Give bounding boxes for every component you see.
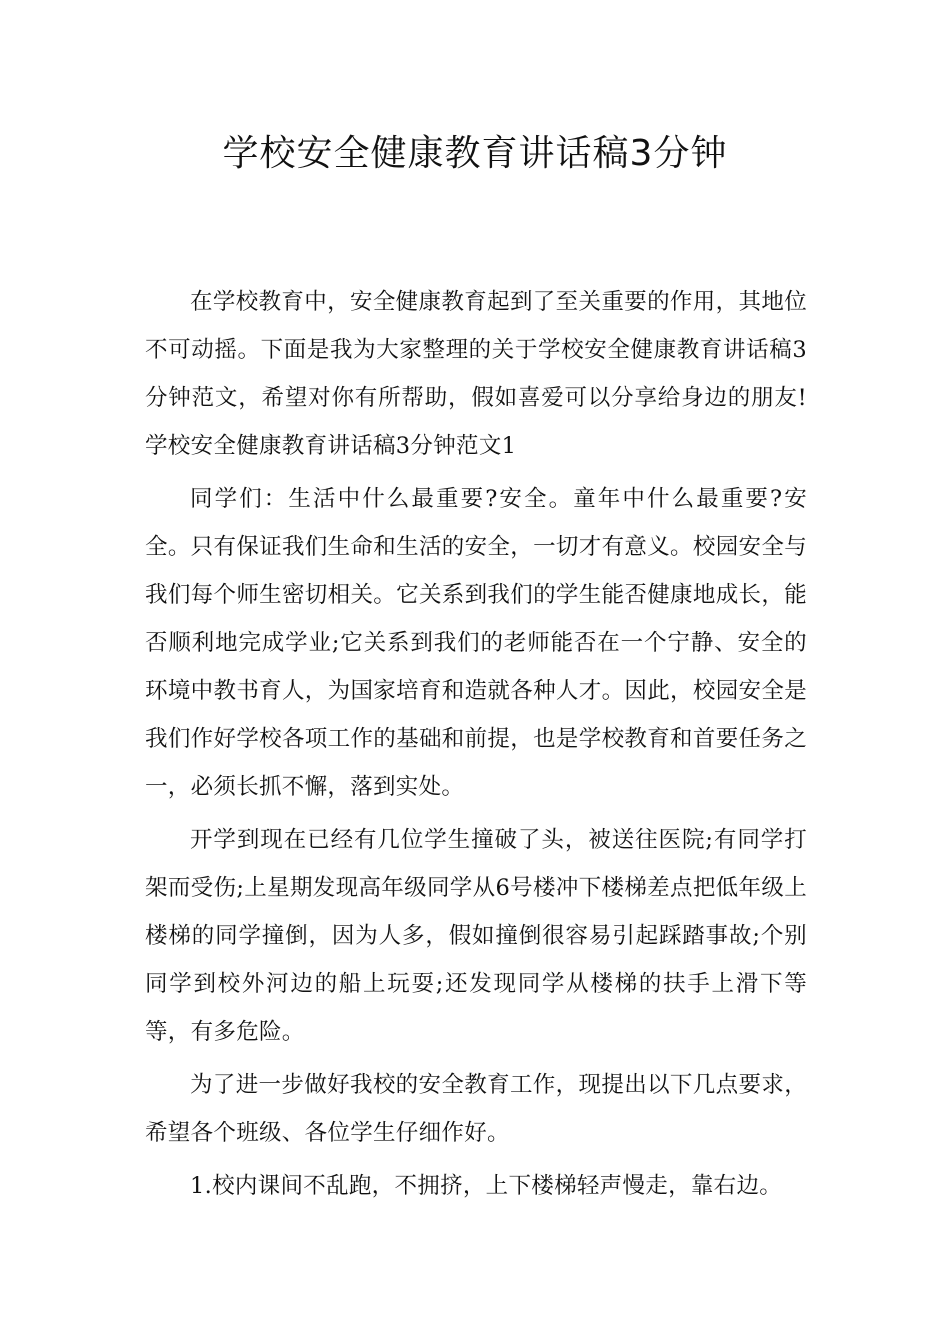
paragraph-requirement-1: 1.校内课间不乱跑，不拥挤，上下楼梯轻声慢走，靠右边。 xyxy=(190,1173,783,1199)
document-title: 学校安全健康教育讲话稿3分钟 xyxy=(222,133,728,174)
paragraph-requirements-intro: 为了进一步做好我校的安全教育工作，现提出以下几点要求，希望各个班级、各位学生仔细作好。 xyxy=(145,1072,807,1146)
paragraph-intro: 在学校教育中，安全健康教育起到了至关重要的作用，其地位不可动摇。下面是我为大家整理的关于学校安全健康教育讲话稿3分钟范文，希望对你有所帮助，假如喜爱可以分享给身边的朋友!学校安全健康教育讲话稿3分钟范文1 xyxy=(145,289,807,459)
paragraph-importance: 同学们：生活中什么最重要?安全。童年中什么最重要?安全。只有保证我们生命和生活的安全，一切才有意义。校园安全与我们每个师生密切相关。它关系到我们的学生能否健康地成长，能否顺利地完成学业;它关系到我们的老师能否在一个宁静、安全的环境中教书育人，为国家培育和造就各种人才。因此，校园安全是我们作好学校各项工作的基础和前提，也是学校教育和首要任务之一，必须长抓不懈，落到实处。 xyxy=(145,486,807,800)
document-body xyxy=(145,278,807,1215)
paragraph-incidents: 开学到现在已经有几位学生撞破了头，被送往医院;有同学打架而受伤;上星期发现高年级同学从6号楼冲下楼梯差点把低年级上楼梯的同学撞倒，因为人多，假如撞倒很容易引起踩踏事故;个别同学到校外河边的船上玩耍;还发现同学从楼梯的扶手上滑下等等，有多危险。 xyxy=(145,827,807,1045)
